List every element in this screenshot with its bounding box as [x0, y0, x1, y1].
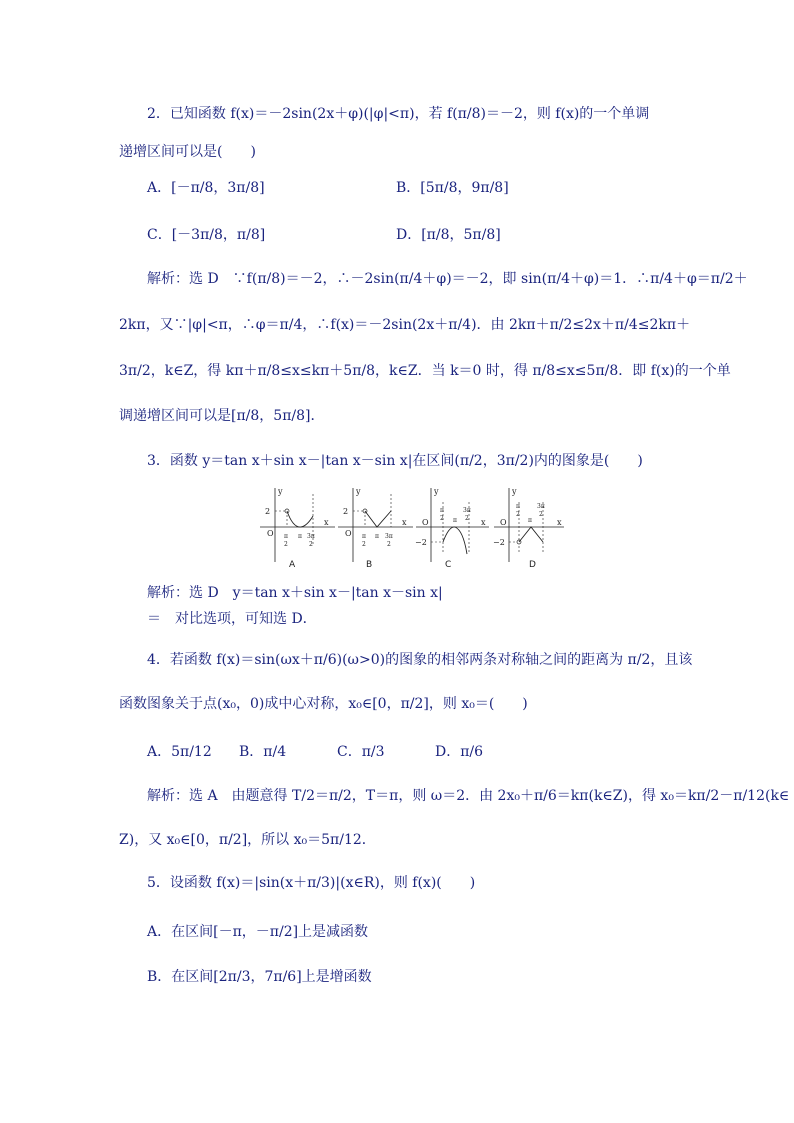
q3-solution-line2: ＝ 对比选项，可知选 D． [147, 611, 317, 627]
svg-text:π: π [284, 533, 288, 540]
svg-text:π: π [516, 503, 520, 510]
q4-option-b: B．π/4 [239, 744, 287, 760]
svg-text:π: π [440, 507, 444, 514]
figure-label-b: B [366, 560, 373, 570]
q2-option-d: D．[π/8，5π/8] [396, 227, 501, 243]
q2-stem-line1: 2．已知函数 f(x)＝－2sin(2x＋φ)(|φ|<π)，若 f(π/8)＝－2，则 f(x)的一个单调 [147, 106, 650, 122]
svg-text:y: y [512, 487, 517, 496]
q2-stem-line2: 递增区间可以是( ) [119, 144, 256, 160]
q2-option-a: A．[－π/8，3π/8] [147, 180, 265, 196]
svg-text:O: O [267, 529, 274, 538]
svg-text:−2: −2 [415, 538, 427, 547]
q5-stem: 5．设函数 f(x)＝|sin(x＋π/3)|(x∈R)，则 f(x)( ) [147, 875, 476, 891]
svg-text:3π: 3π [537, 503, 545, 510]
q4-stem-line2: 函数图象关于点(x₀，0)成中心对称，x₀∈[0，π/2]，则 x₀＝( ) [119, 696, 528, 712]
q4-option-d: D．π/6 [435, 744, 484, 760]
svg-text:3π: 3π [463, 507, 471, 514]
graph-b [338, 487, 413, 562]
q4-stem-line1: 4．若函数 f(x)＝sin(ωx＋π/6)(ω>0)的图象的相邻两条对称轴之间的距离为 π/2，且该 [147, 652, 693, 668]
q4-option-c: C．π/3 [337, 744, 385, 760]
q3-solution-line1: 解析：选 D y＝tan x＋sin x－|tan x－sin x| [147, 585, 443, 601]
svg-text:x: x [402, 518, 407, 527]
q2-solution-line1: 解析：选 D ∵f(π/8)＝－2，∴－2sin(π/4＋φ)＝－2，即 sin(π/4＋φ)＝1．∴π/4＋φ＝π/2＋ [147, 271, 748, 287]
svg-text:2: 2 [309, 541, 313, 548]
svg-text:y: y [434, 487, 439, 496]
svg-text:2: 2 [539, 511, 543, 518]
svg-text:x: x [557, 518, 562, 527]
q4-option-a: A．5π/12 [147, 744, 212, 760]
svg-text:2: 2 [387, 541, 391, 548]
graph-a [260, 487, 335, 562]
svg-text:−2: −2 [493, 538, 505, 547]
q3-graphs-figure [255, 484, 565, 570]
svg-text:2: 2 [516, 511, 520, 518]
svg-text:π: π [362, 533, 366, 540]
q2-solution-line2: 2kπ，又∵|φ|<π，∴φ＝π/4，∴f(x)＝－2sin(2x＋π/4)．由 2kπ＋π/2≤2x＋π/4≤2kπ＋ [119, 317, 691, 333]
figure-label-a: A [289, 560, 296, 570]
svg-text:2: 2 [440, 515, 444, 522]
svg-text:O: O [500, 518, 507, 527]
q5-option-b: B．在区间[2π/3，7π/6]上是增函数 [147, 969, 372, 985]
svg-text:π: π [375, 533, 379, 540]
svg-text:O: O [345, 529, 352, 538]
svg-text:π: π [298, 533, 302, 540]
svg-text:3π: 3π [307, 533, 315, 540]
svg-text:π: π [528, 517, 532, 524]
q2-option-b: B．[5π/8，9π/8] [396, 180, 509, 196]
svg-text:2: 2 [343, 507, 349, 516]
svg-text:2: 2 [465, 515, 469, 522]
svg-text:2: 2 [265, 507, 271, 516]
figure-label-d: D [529, 560, 536, 570]
figure-label-c: C [445, 560, 452, 570]
svg-text:x: x [324, 518, 329, 527]
svg-text:2: 2 [362, 541, 366, 548]
svg-text:x: x [481, 518, 486, 527]
q2-option-c: C．[－3π/8，π/8] [147, 227, 266, 243]
q2-solution-line4: 调递增区间可以是[π/8，5π/8]． [119, 408, 325, 424]
svg-text:y: y [278, 487, 283, 496]
svg-text:3π: 3π [385, 533, 393, 540]
svg-text:2: 2 [284, 541, 288, 548]
svg-text:π: π [453, 517, 457, 524]
svg-text:O: O [422, 518, 429, 527]
q3-stem: 3．函数 y＝tan x＋sin x－|tan x－sin x|在区间(π/2，3π/2)内的图象是( ) [147, 453, 643, 469]
q5-option-a: A．在区间[－π，－π/2]上是减函数 [147, 924, 369, 940]
svg-text:y: y [356, 487, 361, 496]
q4-solution-line1: 解析：选 A 由题意得 T/2＝π/2，T＝π，则 ω＝2．由 2x₀＋π/6＝kπ(k∈Z)，得 x₀＝kπ/2－π/12(k∈ [147, 788, 790, 804]
q4-solution-line2: Z)，又 x₀∈[0，π/2]，所以 x₀＝5π/12． [119, 832, 376, 848]
graph-d [493, 487, 564, 562]
graph-c [415, 487, 489, 562]
q2-solution-line3: 3π/2，k∈Z，得 kπ＋π/8≤x≤kπ＋5π/8，k∈Z．当 k＝0 时，得 π/8≤x≤5π/8．即 f(x)的一个单 [119, 363, 731, 379]
